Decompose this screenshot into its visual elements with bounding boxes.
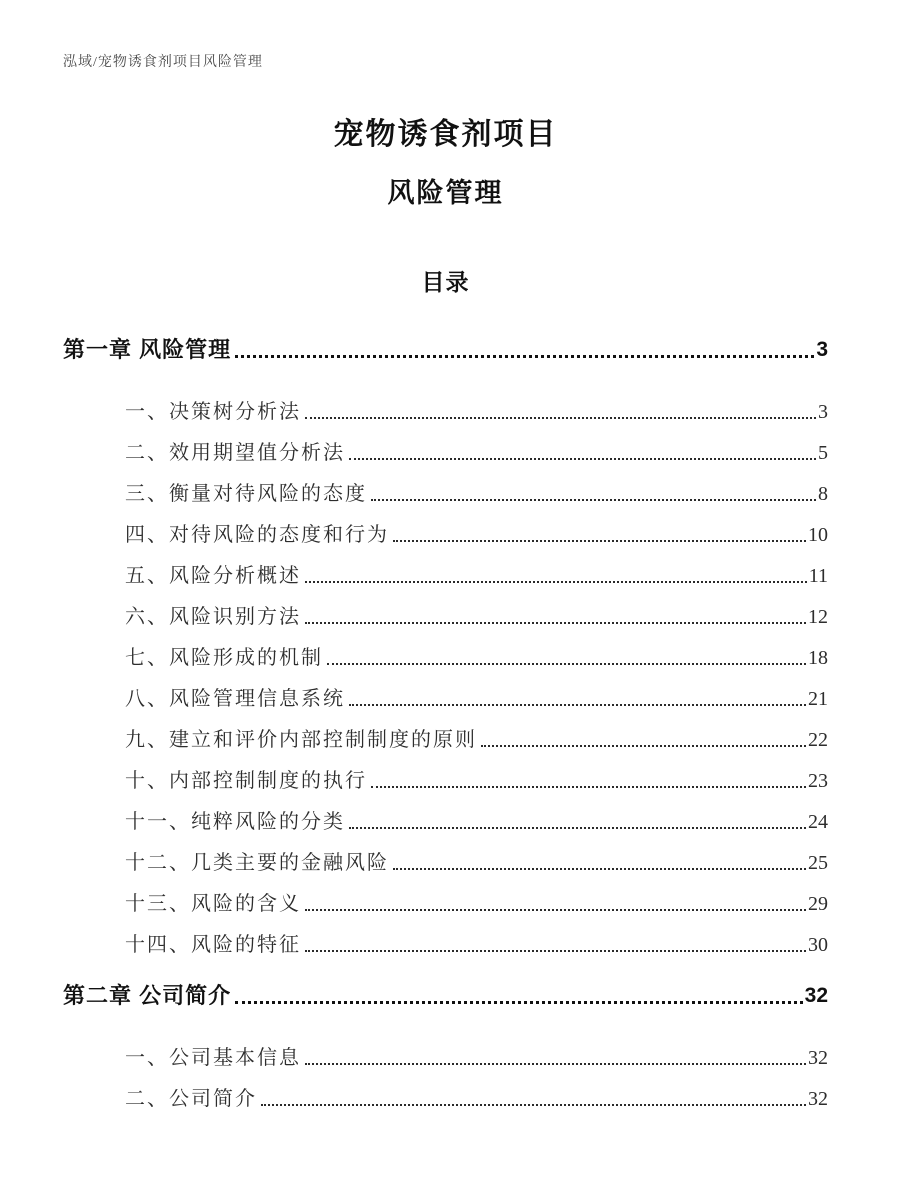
toc-page-number: 11 (808, 565, 828, 587)
document-title-line1: 宠物诱食剂项目 (333, 118, 558, 151)
toc-leader-dots (393, 868, 806, 870)
toc-entry[interactable] (125, 730, 828, 751)
toc-entry[interactable] (125, 771, 828, 792)
toc-entry-label: 一、公司基本信息 (125, 1047, 301, 1069)
toc-page-number: 3 (816, 338, 828, 361)
toc-entry-label: 二、公司简介 (125, 1088, 257, 1110)
toc-page-number: 30 (808, 934, 828, 956)
toc-page-number: 8 (818, 483, 828, 505)
document-title-line2: 风险管理 (387, 178, 504, 208)
toc-leader-dots (349, 704, 806, 706)
toc-page-number: 12 (808, 606, 828, 628)
toc-page-number: 32 (808, 1088, 828, 1110)
toc-entry[interactable] (63, 338, 828, 362)
toc-entry[interactable] (125, 566, 828, 587)
toc-leader-dots (349, 827, 806, 829)
toc-entry-label: 十一、纯粹风险的分类 (125, 811, 345, 833)
toc-page-number: 32 (804, 984, 828, 1007)
toc-page-number: 29 (808, 893, 828, 915)
toc-page-number: 3 (818, 401, 828, 423)
toc-entry[interactable] (125, 402, 828, 423)
toc-leader-dots (305, 622, 806, 624)
toc-entry-label: 三、衡量对待风险的态度 (125, 483, 367, 505)
toc-leader-dots (305, 909, 806, 911)
toc-page-number: 10 (808, 524, 828, 546)
toc-page-number: 18 (808, 647, 828, 669)
toc-leader-dots (305, 1063, 806, 1065)
toc-leader-dots (349, 458, 816, 460)
toc-entry-label: 十二、几类主要的金融风险 (125, 852, 389, 874)
toc-entry-label: 十三、风险的含义 (125, 893, 301, 915)
toc-entry[interactable] (125, 443, 828, 464)
toc-entry-label: 四、对待风险的态度和行为 (125, 524, 389, 546)
toc-page-number: 25 (808, 852, 828, 874)
toc-leader-dots (305, 950, 806, 952)
toc-page-number: 5 (818, 442, 828, 464)
toc-entry-label: 一、决策树分析法 (125, 401, 301, 423)
toc-page-number: 22 (808, 729, 828, 751)
toc-entry-label: 八、风险管理信息系统 (125, 688, 345, 710)
toc-entry-label: 十、内部控制制度的执行 (125, 770, 367, 792)
toc-entry-label: 六、风险识别方法 (125, 606, 301, 628)
toc-entry[interactable] (125, 607, 828, 628)
toc-entry[interactable] (125, 894, 828, 915)
toc-entry-label: 二、效用期望值分析法 (125, 442, 345, 464)
toc-entry[interactable] (125, 1089, 828, 1110)
toc-leader-dots (235, 1001, 803, 1004)
toc-entry[interactable] (63, 984, 828, 1008)
toc-entry[interactable] (125, 1048, 828, 1069)
toc-entry-label: 九、建立和评价内部控制制度的原则 (125, 729, 477, 751)
toc-entry[interactable] (125, 525, 828, 546)
toc-entry[interactable] (125, 689, 828, 710)
toc-leader-dots (371, 786, 806, 788)
toc-page-number: 24 (808, 811, 828, 833)
toc-leader-dots (305, 581, 807, 583)
toc-entry[interactable] (125, 484, 828, 505)
toc-entry-label: 七、风险形成的机制 (125, 647, 323, 669)
toc-entry-label: 第一章 风险管理 (63, 337, 232, 362)
toc-leader-dots (327, 663, 806, 665)
toc-entry[interactable] (125, 935, 828, 956)
toc-leader-dots (305, 417, 816, 419)
toc-heading: 目录 (421, 269, 470, 295)
toc-leader-dots (261, 1104, 806, 1106)
toc-leader-dots (371, 499, 816, 501)
toc-leader-dots (235, 355, 814, 358)
document-header: 泓域/宠物诱食剂项目风险管理 (63, 55, 263, 70)
toc-entry-label: 第二章 公司简介 (63, 983, 232, 1008)
toc-entry[interactable] (125, 853, 828, 874)
toc-list (63, 338, 828, 1110)
toc-entry-label: 十四、风险的特征 (125, 934, 301, 956)
toc-page-number: 32 (808, 1047, 828, 1069)
toc-entry[interactable] (125, 812, 828, 833)
toc-leader-dots (393, 540, 806, 542)
toc-page-number: 21 (808, 688, 828, 710)
toc-page-number: 23 (808, 770, 828, 792)
toc-entry-label: 五、风险分析概述 (125, 565, 301, 587)
toc-leader-dots (481, 745, 806, 747)
toc-entry[interactable] (125, 648, 828, 669)
